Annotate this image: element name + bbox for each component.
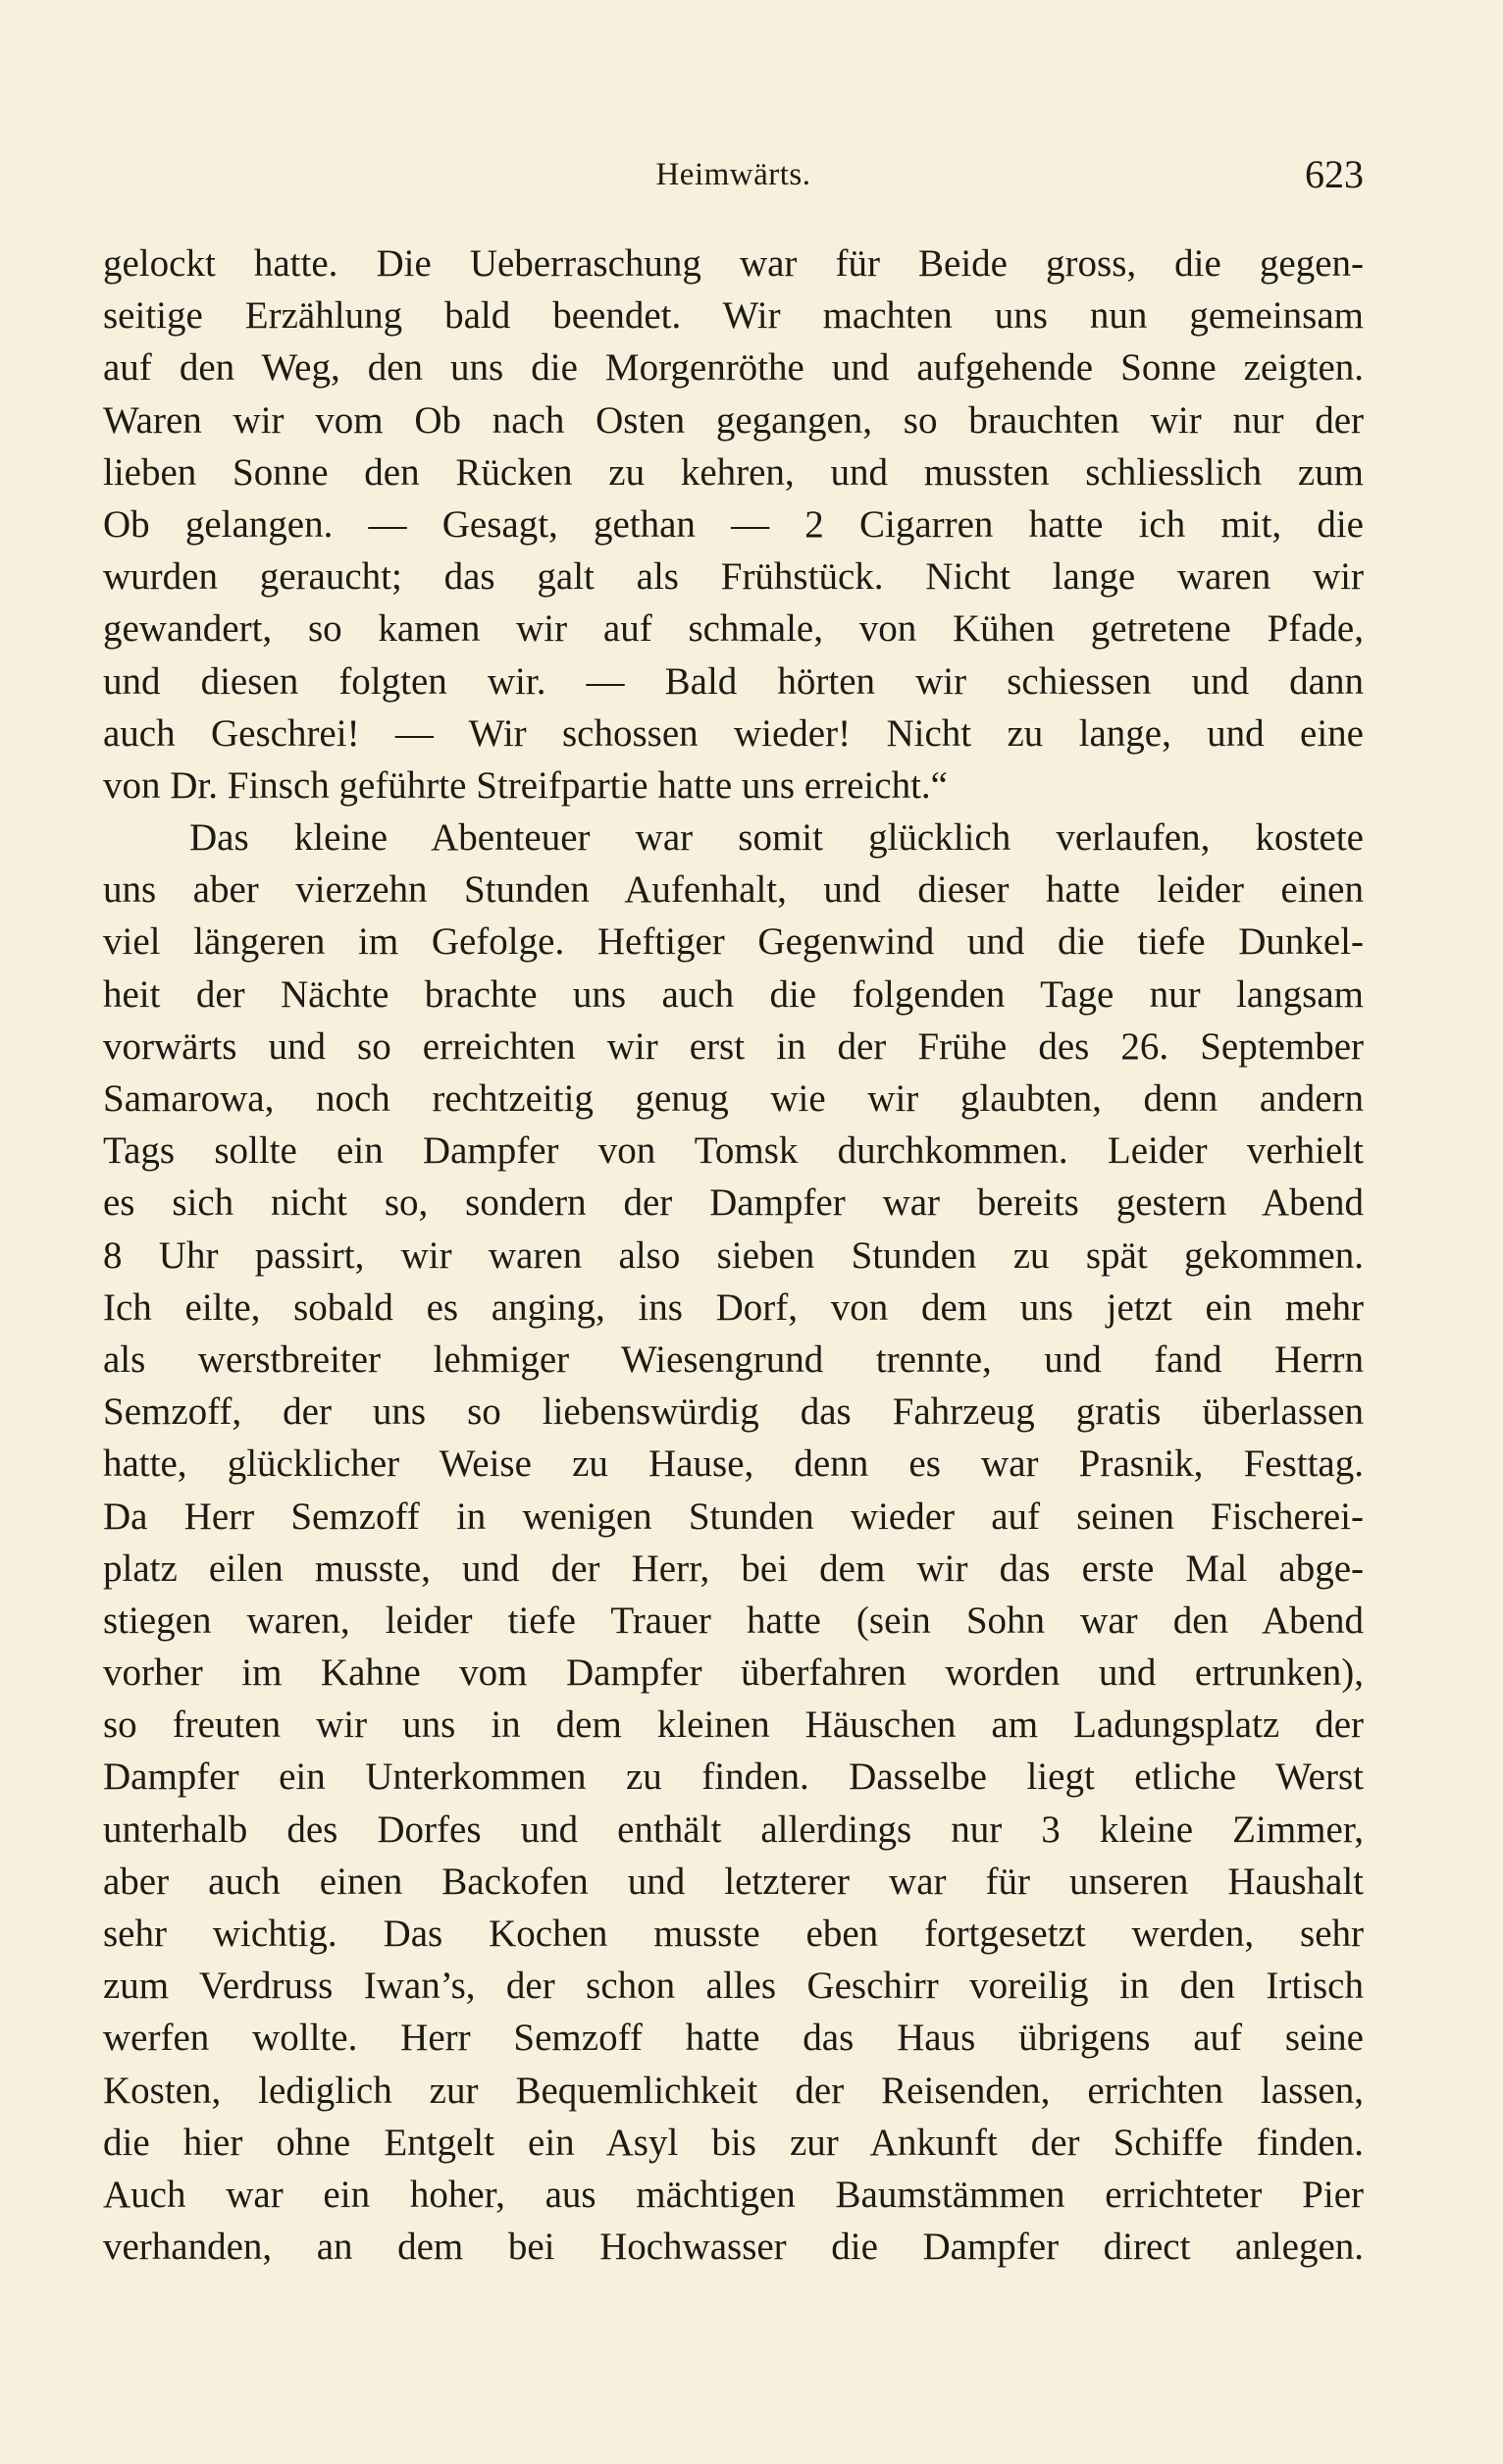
text-line: zum Verdruss Iwan’s, der schon alles Geschirr voreilig in den Irtisch <box>103 1965 1364 2008</box>
text-line: sehr wichtig. Das Kochen musste eben fortgesetzt werden, sehr <box>103 1913 1364 1955</box>
text-line: vorher im Kahne vom Dampfer überfahren worden und ertrunken), <box>103 1651 1364 1695</box>
text-line: heit der Nächte brachte uns auch die folgenden Tage nur langsam <box>103 972 1364 1016</box>
text-line: uns aber vierzehn Stunden Aufenhalt, und dieser hatte leider einen <box>103 868 1364 912</box>
text-line: und diesen folgten wir. — Bald hörten wir schiessen und dann <box>103 659 1364 703</box>
text-line: Ob gelangen. — Gesagt, gethan — 2 Cigarren hatte ich mit, die <box>103 502 1364 546</box>
text-line: Auch war ein hoher, aus mächtigen Baumstämmen errichteter Pier <box>103 2173 1364 2216</box>
text-line: die hier ohne Entgelt ein Asyl bis zur Ankunft der Schiffe finden. <box>103 2121 1364 2164</box>
text-line: Waren wir vom Ob nach Osten gegangen, so brauchten wir nur der <box>103 398 1364 442</box>
page-number: 623 <box>1305 152 1364 196</box>
text-line: auf den Weg, den uns die Morgenröthe und aufgehende Sonne zeigten. <box>103 346 1364 390</box>
text-line: von Dr. Finsch geführte Streifpartie hatte uns erreicht.“ <box>103 763 948 807</box>
text-line: so freuten wir uns in dem kleinen Häuschen am Ladungsplatz der <box>103 1704 1364 1747</box>
text-line: unterhalb des Dorfes und enthält allerdings nur 3 kleine Zimmer, <box>103 1808 1364 1851</box>
text-line: Da Herr Semzoff in wenigen Stunden wieder auf seinen Fischerei- <box>103 1494 1364 1538</box>
text-line: Tags sollte ein Dampfer von Tomsk durchkommen. Leider verhielt <box>103 1129 1364 1173</box>
text-line: als werstbreiter lehmiger Wiesengrund trennte, und fand Herrn <box>103 1337 1364 1381</box>
text-line: seitige Erzählung bald beendet. Wir machten uns nun gemeinsam <box>103 294 1364 338</box>
text-line: vorwärts und so erreichten wir erst in der Frühe des 26. September <box>103 1024 1364 1068</box>
text-line: gelockt hatte. Die Ueberraschung war für Beide gross, die gegen- <box>103 242 1364 285</box>
text-line: verhanden, an dem bei Hochwasser die Dampfer direct anlegen. <box>103 2226 1364 2269</box>
text-line: Ich eilte, sobald es anging, ins Dorf, von dem uns jetzt ein mehr <box>103 1285 1364 1329</box>
text-line: lieben Sonne den Rücken zu kehren, und mussten schliesslich zum <box>103 450 1364 494</box>
text-line: Samarowa, noch rechtzeitig genug wie wir glaubten, denn andern <box>103 1077 1364 1120</box>
text-line: aber auch einen Backofen und letzterer war für unseren Haushalt <box>103 1860 1364 1903</box>
body-text <box>103 237 1364 2273</box>
text-line: Kosten, lediglich zur Bequemlichkeit der Reisenden, errichten lassen, <box>103 2069 1364 2112</box>
text-line: stiegen waren, leider tiefe Trauer hatte (sein Sohn war den Abend <box>103 1599 1364 1642</box>
text-line: es sich nicht so, sondern der Dampfer war bereits gestern Abend <box>103 1181 1364 1225</box>
text-line: Semzoff, der uns so liebenswürdig das Fahrzeug gratis überlassen <box>103 1390 1364 1434</box>
text-line: platz eilen musste, und der Herr, bei dem wir das erste Mal abge- <box>103 1547 1364 1590</box>
text-line: Dampfer ein Unterkommen zu finden. Dasselbe liegt etliche Werst <box>103 1756 1364 1799</box>
text-line: werfen wollte. Herr Semzoff hatte das Haus übrigens auf seine <box>103 2017 1364 2060</box>
text-line: wurden geraucht; das galt als Frühstück. Nicht lange waren wir <box>103 555 1364 599</box>
text-line: hatte, glücklicher Weise zu Hause, denn es war Prasnik, Festtag. <box>103 1442 1364 1486</box>
text-line: gewandert, so kamen wir auf schmale, von Kühen getretene Pfade, <box>103 607 1364 651</box>
running-title: Heimwärts. <box>655 157 811 192</box>
running-head <box>103 147 1364 206</box>
text-line: auch Geschrei! — Wir schossen wieder! Nicht zu lange, und eine <box>103 711 1364 755</box>
text-line: viel längeren im Gefolge. Heftiger Gegenwind und die tiefe Dunkel- <box>103 920 1364 964</box>
text-line: 8 Uhr passirt, wir waren also sieben Stunden zu spät gekommen. <box>103 1233 1364 1277</box>
text-line: Das kleine Abenteuer war somit glücklich verlaufen, kostete <box>189 816 1364 860</box>
